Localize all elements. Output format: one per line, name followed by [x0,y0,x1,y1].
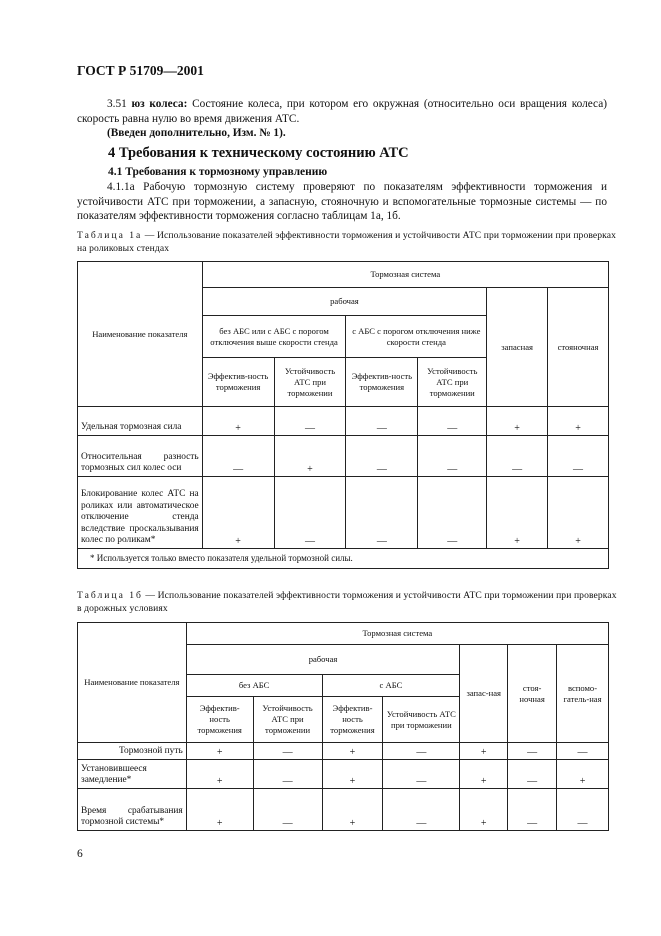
cell-mark: + [548,407,609,436]
cell-mark: — [487,436,548,477]
row-label: Время срабатывания тормозной системы* [78,789,187,831]
group-abs: с АБС [322,675,460,697]
working-header: рабочая [186,645,460,675]
row-label: Тормозной путь [78,743,187,760]
reserve-header: запасная [487,288,548,407]
row-label: Установившееся замедление* [78,760,187,789]
cell-mark: + [202,477,274,549]
table-1b-title: — Использование показателей эффективности торможения и устойчивости АТС при торможении при проверках в дорожных условиях [77,590,617,614]
subsection-heading: 4.1 Требования к тормозному управлению [108,166,328,178]
brake-system-header: Тормозная система [186,623,608,645]
table-1b-label: Таблица 1б [77,590,143,601]
cell-mark: — [508,789,557,831]
working-header: рабочая [202,288,487,316]
group-no-abs: без АБС [186,675,322,697]
table-1b-caption [77,589,617,615]
cell-mark: — [508,743,557,760]
table-row [78,760,609,789]
cell-mark: — [346,436,418,477]
cell-mark: + [460,760,508,789]
table-1a-title: — Использование показателей эффективности торможения и устойчивости АТС при торможении при проверках на роликовых стендах [77,230,617,254]
cell-mark: — [508,760,557,789]
paragraph-4-1-1a: 4.1.1а Рабочую тормозную систему проверяют по показателям эффективности торможения и устойчивости АТС при торможении, а запасную, стояночную и вспомогательные тормозные системы — по показателям эффективности торможения согласно таблицам 1а, 1б. [77,181,607,223]
table-row [78,477,609,549]
table-1a-caption [77,229,617,255]
cell-mark: — [346,407,418,436]
table-1a [77,261,609,569]
clause-amendment: (Введен дополнительно, Изм. № 1). [107,127,286,140]
cell-mark: — [418,477,487,549]
brake-system-header: Тормозная система [202,262,608,288]
cell-mark: — [418,407,487,436]
table-row [78,436,609,477]
table-row [78,743,609,760]
group-no-abs: без АБС или с АБС с порогом отключения выше скорости стенда [202,316,346,358]
cell-mark: — [253,760,322,789]
sub-stability: Устойчивость АТС при торможении [418,358,487,407]
parking-header: стоя-ночная [508,645,557,743]
row-header: Наименование показателя [78,623,187,743]
cell-mark: + [202,407,274,436]
cell-mark: — [346,477,418,549]
cell-mark: + [460,789,508,831]
cell-mark: — [274,407,346,436]
row-label: Относительная разность тормозных сил колес оси [78,436,203,477]
row-label: Удельная тормозная сила [78,407,203,436]
standard-header: ГОСТ Р 51709—2001 [77,63,204,78]
row-label: Блокирование колес АТС на роликах или автоматическое отключение стенда вследствие проскальзывания колес по роликам* [78,477,203,549]
cell-mark: — [557,743,609,760]
sub-stability: Устойчивость АТС при торможении [383,697,460,743]
sub-efficiency: Эффектив-ность торможения [322,697,383,743]
table-row [78,407,609,436]
sub-stability: Устойчивость АТС при торможении [274,358,346,407]
cell-mark: — [202,436,274,477]
cell-mark: + [548,477,609,549]
cell-mark: — [383,789,460,831]
cell-mark: + [322,760,383,789]
cell-mark: + [460,743,508,760]
sub-stability: Устойчивость АТС при торможении [253,697,322,743]
cell-mark: — [383,743,460,760]
cell-mark: — [383,760,460,789]
cell-mark: + [274,436,346,477]
cell-mark: — [253,789,322,831]
cell-mark: — [548,436,609,477]
table-1b [77,622,609,831]
section-heading: 4 Требования к техническому состоянию АТС [108,145,409,161]
cell-mark: — [274,477,346,549]
cell-mark: — [557,789,609,831]
table-1a-footnote: * Используется только вместо показателя удельной тормозной силы. [78,549,609,569]
cell-mark: — [253,743,322,760]
cell-mark: + [487,407,548,436]
reserve-header: запас-ная [460,645,508,743]
page-number: 6 [77,848,83,860]
sub-efficiency: Эффектив-ность торможения [202,358,274,407]
clause-3-51 [77,97,607,141]
clause-definition: Состояние колеса, при котором его окружная (относительно оси вращения колеса) скорость равна нулю во время движения АТС. [77,98,607,125]
row-header: Наименование показателя [78,262,203,407]
parking-header: стояночная [548,288,609,407]
cell-mark: + [557,760,609,789]
table-row [78,789,609,831]
clause-term: юз колеса: [131,98,188,110]
cell-mark: + [186,760,253,789]
cell-mark: + [487,477,548,549]
cell-mark: — [418,436,487,477]
sub-efficiency: Эффектив-ность торможения [186,697,253,743]
sub-efficiency: Эффектив-ность торможения [346,358,418,407]
cell-mark: + [186,789,253,831]
auxiliary-header: вспомо-гатель-ная [557,645,609,743]
cell-mark: + [322,743,383,760]
table-1a-label: Таблица 1а [77,230,143,241]
cell-mark: + [186,743,253,760]
group-abs: с АБС с порогом отключения ниже скорости стенда [346,316,487,358]
clause-number: 3.51 [107,98,127,110]
cell-mark: + [322,789,383,831]
